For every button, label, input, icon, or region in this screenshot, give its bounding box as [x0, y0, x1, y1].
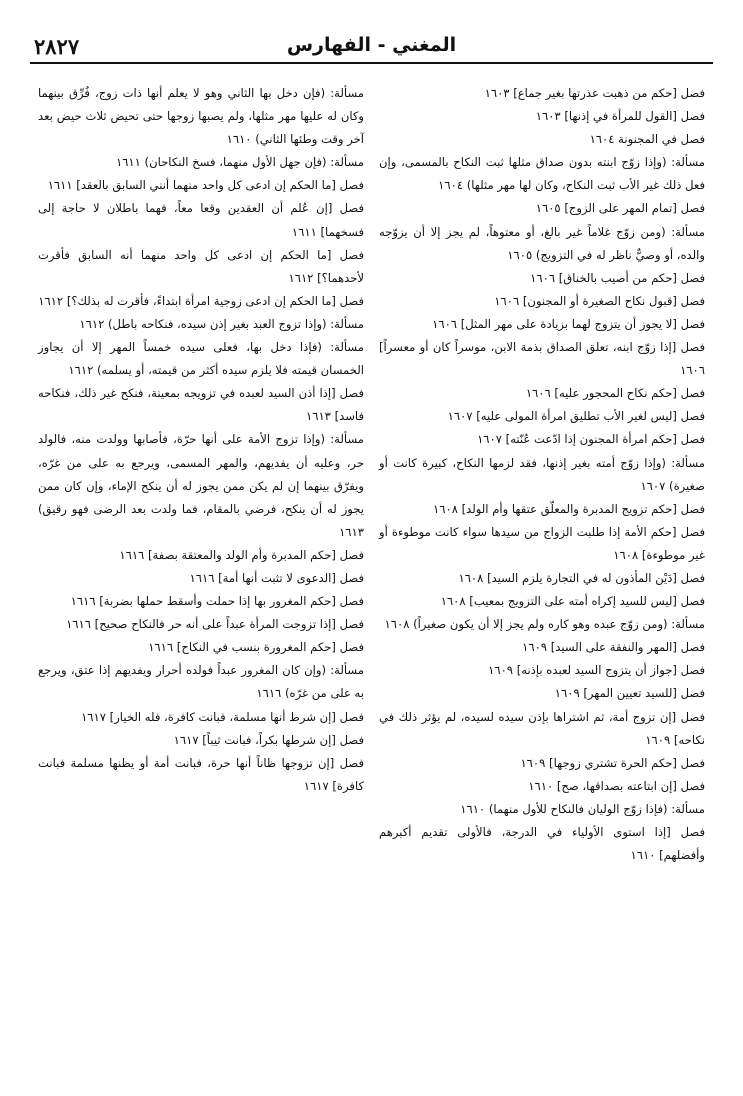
- index-entry: فصل [حكم المغرور بها إذا حملت وأسقط حملها بضربة] ١٦١٦: [70, 594, 364, 609]
- index-entry: مسألة: (وإن كان المغرور عبداً فولده أحرار ويفديهم إذا عتق، ويرجع به على من غرّه) ١٦١٦: [38, 663, 364, 701]
- index-entry: فصل [حكم من ذهبت عذرتها بغير جماع] ١٦٠٣: [484, 86, 705, 100]
- index-entry: فصل [إن تزوج أمة، ثم اشتراها بإذن سيده لسيده، لم يؤثر ذلك في نكاحه] ١٦٠٩: [379, 709, 705, 747]
- index-entry: مسألة: (فإذا دخل بها، فعلى سيده خمساً المهر إلا أن يجاوز الخمسان قيمته فلا يلزم سيده أكثر من قيمته، أو يسلمه) ١٦١٢: [38, 340, 364, 378]
- index-entry: مسألة: (وإذا زوّج ابنته بدون صداق مثلها ثبت النكاح بالمسمى، وإن فعل ذلك غير الأب ثبت النكاح، وكان لها مهر مثلها) ١٦٠٤: [379, 155, 705, 193]
- index-entry: فصل [ما الحكم إن ادعى زوجية امرأة ابتداءً، فأقرت له بذلك؟] ١٦١٢: [38, 293, 364, 308]
- index-entry: مسألة: (فإن جهل الأول منهما، فسخ النكاحان) ١٦١١: [115, 155, 364, 170]
- index-entry: فصل [جواز أن يتزوج السيد لعبده بإذنه] ١٦٠٩: [488, 663, 705, 678]
- index-entry: فصل [حكم نكاح المحجور عليه] ١٦٠٦: [525, 386, 705, 401]
- index-entry: مسألة: (فإذا زوّج الوليان فالنكاح للأول منهما) ١٦١٠: [460, 801, 705, 816]
- index-entry: فصل [قبول نكاح الصغيرة أو المجنون] ١٦٠٦: [494, 293, 705, 308]
- index-entry: فصل [ما الحكم إن ادعى كل واحد منهما أنه السابق فأقرت لأحدهما؟] ١٦١٢: [38, 247, 364, 285]
- index-entry: فصل [حكم المدبرة وأم الولد والمعتقة بصفة] ١٦١٦: [119, 547, 364, 562]
- index-entry: فصل [للسيد تعيين المهر] ١٦٠٩: [554, 686, 705, 701]
- index-entry: فصل [حكم من أصيب بالخناق] ١٦٠٦: [530, 270, 705, 285]
- index-entry: مسألة: (وإذا تزوج الأمة على أنها حرّة، فأصابها وولدت منه، فالولد حر، وعليه أن يفديهم، والمهر المسمى، ويرجع به على من غرّه، ويفرّق بينهما إن لم يكن ممن يجوز له أن ينكح الإماء، وإن كان ممن يجوز له أن ينكح، فرضي بالمقام، فما ولدت بعد الرضى فهو رقيق) ١٦١٣: [38, 432, 364, 539]
- index-entry: مسألة: (فإن دخل بها الثاني وهو لا يعلم أنها ذات زوج، فُرِّق بينهما وكان له عليها مهر مثلها، ولم يصبها زوجها حتى تحيض ثلاث حيض بعد آخر وقت وطئها الثاني) ١٦١٠: [38, 86, 364, 147]
- index-entry: فصل [إن شرطها بكراً، فبانت ثيباً] ١٦١٧: [173, 732, 364, 747]
- index-entry: فصل [حكم تزويج المدبرة والمعلّق عتقها وأم الولد] ١٦٠٨: [433, 501, 705, 516]
- index-entry: فصل في المجنونة ١٦٠٤: [589, 132, 705, 147]
- index-entry: فصل [ليس لغير الأب تطليق امرأة المولى عليه] ١٦٠٧: [447, 409, 705, 424]
- index-entry: فصل [إذا زوّج ابنه، تعلق الصداق بذمة الابن، موسراً كان أو معسراً] ١٦٠٦: [379, 340, 705, 378]
- index-entry: فصل [إن شرط أنها مسلمة، فبانت كافرة، فله الخيار] ١٦١٧: [81, 709, 364, 724]
- page-header: [30, 30, 713, 64]
- index-entry: فصل [حكم الحرة تشتري زوجها] ١٦٠٩: [520, 755, 705, 770]
- index-entry: فصل [إن ابتاعته بصداقها، صح] ١٦١٠: [528, 778, 705, 793]
- running-title: المغني - الفهارس: [286, 34, 457, 56]
- index-entry: فصل [إن تزوجها ظاناً أنها حرة، فبانت أمة أو يظنها مسلمة فبانت كافرة] ١٦١٧: [38, 755, 364, 793]
- index-entry: فصل [إذا تزوجت المرأة عبداً على أنه حر فالنكاح صحيح] ١٦١٦: [66, 617, 364, 632]
- index-entry: فصل [إن عُلم أن العقدين وقعا معاً، فهما باطلان لا حاجة إلى فسخهما] ١٦١١: [38, 201, 364, 239]
- index-entry: فصل [المهر والنفقة على السيد] ١٦٠٩: [522, 640, 705, 655]
- index-column-right: [379, 82, 705, 867]
- index-entry: فصل [تمام المهر على الزوج] ١٦٠٥: [535, 201, 705, 216]
- index-entry: مسألة: (ومن زوّج غلاماً غير بالغ، أو معتوهاً، لم يجز إلا أن يزوّجه والده، أو وصيٌّ ناظر له في التزويج) ١٦٠٥: [379, 224, 705, 262]
- index-entry: فصل [حكم المغرورة بنسب في النكاح] ١٦١٦: [148, 640, 364, 655]
- index-entry: فصل [القول للمرأة في إذنها] ١٦٠٣: [535, 109, 705, 124]
- index-entry: فصل [حكم الأمة إذا طلبت الزواج من سيدها سواء كانت موطوءة أو غير موطوءة] ١٦٠٨: [379, 524, 705, 562]
- index-entry: مسألة: (ومن زوّج عبده وهو كاره ولم يجز إلا أن يكون صغيراً) ١٦٠٨: [384, 617, 705, 632]
- index-entry: فصل [دَيْن المأذون له في التجارة يلزم السيد] ١٦٠٨: [458, 570, 705, 585]
- index-entry: فصل [الدعوى لا تثبت أنها أمة] ١٦١٦: [189, 570, 364, 585]
- index-column-left: [38, 82, 364, 798]
- index-entry: فصل [ما الحكم إن ادعى كل واحد منهما أنني السابق بالعقد] ١٦١١: [47, 178, 364, 193]
- index-entry: فصل [حكم امرأة المجنون إذا ادّعت عُنّته] ١٦٠٧: [477, 432, 705, 447]
- index-entry: مسألة: (وإذا تزوج العبد بغير إذن سيده، فنكاحه باطل) ١٦١٢: [79, 316, 364, 331]
- page-number: ٢٨٢٧: [34, 34, 80, 59]
- index-entry: فصل [ليس للسيد إكراه أمته على التزويج بمعيب] ١٦٠٨: [440, 594, 705, 609]
- index-entry: فصل [إذا أذن السيد لعبده في تزويجه بمعينة، فنكح غير ذلك، فنكاحه فاسد] ١٦١٣: [38, 386, 364, 424]
- index-entry: مسألة: (وإذا زوّج أمته بغير إذنها، فقد لزمها النكاح، كبيرة كانت أو صغيرة) ١٦٠٧: [379, 455, 705, 493]
- index-entry: فصل [إذا استوى الأولياء في الدرجة، فالأولى تقديم أكبرهم وأفضلهم] ١٦١٠: [379, 825, 705, 863]
- index-entry: فصل [لا يجوز أن يتزوج لهما بزيادة على مهر المثل] ١٦٠٦: [432, 316, 705, 331]
